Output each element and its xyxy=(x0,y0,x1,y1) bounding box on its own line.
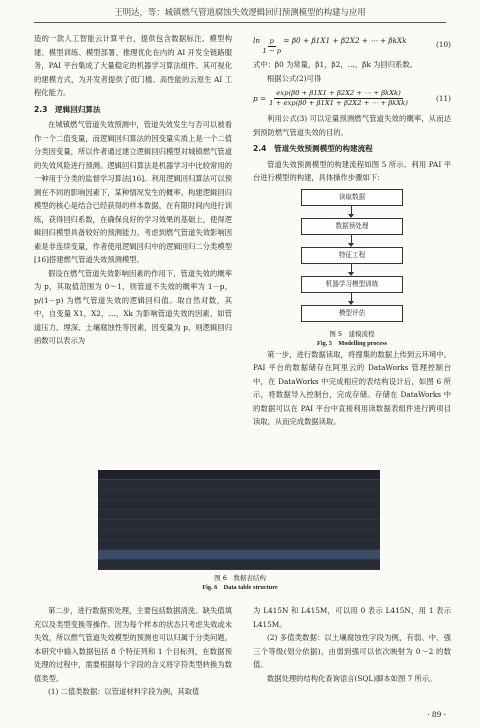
flow-step: 特征工程 xyxy=(301,247,403,264)
data-table-screenshot xyxy=(98,470,380,570)
table-row xyxy=(98,540,380,550)
section-heading: 2.4 管道失效预测模型的构建流程 xyxy=(253,144,373,153)
left-column xyxy=(34,32,232,348)
section-heading: 2.3 逻辑回归算法 xyxy=(34,104,101,114)
eq-numerator: exp(β0 + β1X1 + β2X2 + ⋯ + βkXk) xyxy=(276,89,401,97)
flow-step: 机器学习模型训练 xyxy=(301,276,403,293)
figure-caption-en: Fig. 5 Modelling process xyxy=(316,339,388,347)
table-row xyxy=(98,560,380,570)
paragraph: 第一步，进行数据读取，将搜集的数据上传到云环境中。PAI 平台的数据储存在阿里云的 DataWorks 管理控制台中，在 DataWorks 中完成相应的表结构设计后，如图 6 所示，将数据导入控制台，完成存储。存储在 DataWorks 中的数据可以在 PAI 平台中直接利用读数据表组件进行跨项目读取，从而完成数据读取。 xyxy=(253,349,451,426)
eq-denominator: 1 − p xyxy=(262,47,282,55)
bottom-right-column xyxy=(253,604,451,685)
flow-step: 数据预处理 xyxy=(301,218,403,235)
paragraph: 在城镇燃气管道失效预测中，管道失效发生与否可以被看作一个二值变量，而逻辑回归算法的因变量实质上是一个二值分类因变量，所以作者通过建立逻辑回归模型对城镇燃气管道的失效风险进行预测。逻辑回归算法是机器学习中比较常用的一种用于分类的监督学习算法[16]。利用逻辑回归算法可以预测在不同的影响因素下，某种情况发生的概率。构建逻辑回归模型的核心是结合已经获得的样本数据，在有限时间内进行训练，获得回归系数，在确保良好的学习效果的基础上，使得逻辑回归模型具备较好的预测能力。考虑到燃气管道失效影响因素是非连续变量，作者使用逻辑回归中的逻辑回归二分类模型[16]搭建燃气管道失效预测模型。 xyxy=(34,120,232,264)
eq-lhs: p = xyxy=(253,93,267,103)
paragraph: 数据处理的结构化查询语言(SQL)脚本如图 7 所示。 xyxy=(267,673,437,683)
page-number: · 89 · xyxy=(427,710,446,719)
equation-number: (11) xyxy=(436,93,451,103)
table-row xyxy=(98,530,380,540)
eq-numerator: p xyxy=(269,37,274,45)
bottom-left-column xyxy=(34,604,232,699)
paragraph: 第二步，进行数据预处理，主要包括数据清洗、缺失值填充以及类型变换等操作。因为每个样本的状态只考虑失效或未失效，所以燃气管道失效模型的预测也可以归属于分类问题。本研究中输入数据包括 8 个特征列和 1 个目标列，在数据预处理的过程中，需要根据每个字段的含义将字符类型转换为数值类型。 xyxy=(34,606,232,683)
eq-fraction xyxy=(262,37,281,56)
figure-6-caption-block xyxy=(0,573,480,592)
flowchart xyxy=(253,189,451,329)
eq-fraction xyxy=(269,89,408,108)
flow-arrow xyxy=(351,235,352,244)
figure-caption-en: Fig. 6 Data table structure xyxy=(202,584,278,591)
flow-step: 模型评估 xyxy=(301,305,403,322)
flow-arrow xyxy=(351,264,352,273)
flow-arrow xyxy=(351,293,352,302)
paragraph: 根据公式(2)可得 xyxy=(267,73,322,83)
equation-note: 式中：β0 为常量，β1，β2，…，βk 为回归系数。 xyxy=(253,60,417,69)
table-header-bar xyxy=(98,470,380,480)
table-row xyxy=(98,490,380,500)
flow-step: 读取数据 xyxy=(301,189,403,206)
paragraph: 利用公式(3) 可以定量预测燃气管道失效的概率，从而达到预防燃气管道失效的目的。 xyxy=(253,114,451,137)
paragraph: 造的一款人工智能云计算平台，提供包含数据标注、模型构建、模型训练、模型部署、推理优化在内的 AI 开发全链路服务，PAI 平台集成了大量稳定的机器学习算法组件。其可视化的建模方式，为开发者提供了低门槛、高性能的云原生 AI 工程化能力。 xyxy=(34,34,232,97)
table-row xyxy=(98,510,380,520)
eq-ln: ln xyxy=(253,36,261,45)
paragraph: (2) 多值类数据：以土壤腐蚀性字段为例，有弱、中、强三个等级(划分依据)，由弱到强可以依次映射为 0～2 的数值。 xyxy=(253,633,451,669)
table-row xyxy=(98,500,380,510)
equation-11 xyxy=(253,89,451,108)
equation-10 xyxy=(253,34,451,56)
paragraph: 假设在燃气管道失效影响因素的作用下，管道失效的概率为 p，其取值范围为 0～1，则管道不失效的概率为 1－p，p/(1－p) 为燃气管道失效的逻辑回归值。取自然对数，其中，自变量 X1，X2，…，Xk 为影响管道失效的因素，如管道压力、埋深、土壤腐蚀性等因素，因变量为 p，则逻辑回归函数可以表示为 xyxy=(34,268,232,345)
paragraph: 为 L415N 和 L415M，可以用 0 表示 L415N，用 1 表示 L415M。 xyxy=(253,606,451,629)
flow-arrow xyxy=(351,206,352,215)
table-row xyxy=(98,520,380,530)
running-header: 王明达，等：城镇燃气管道腐蚀失效逻辑回归预测模型的构建与应用 xyxy=(114,7,366,17)
equation-number: (10) xyxy=(436,40,451,50)
table-row-selected xyxy=(98,550,380,560)
paragraph: 管道失效预测模型的构建流程如图 5 所示。利用 PAI 平台进行模型的构建，具体操作步骤如下： xyxy=(253,159,451,182)
right-column xyxy=(253,32,451,429)
header-rule xyxy=(34,22,446,23)
table-row xyxy=(98,480,380,490)
eq-rhs: = β0 + β1X1 + β2X2 + ⋯ + βkXk xyxy=(283,36,407,45)
figure-caption: 图 5 建模流程 xyxy=(329,329,375,338)
paragraph: (1) 二值类数据：以管道材料字段为例，其取值 xyxy=(48,687,200,696)
eq-denominator: 1 + exp(β0 + β1X1 + β2X2 + ⋯ + βkXk) xyxy=(269,99,408,107)
figure-caption: 图 6 数据表结构 xyxy=(214,574,266,582)
